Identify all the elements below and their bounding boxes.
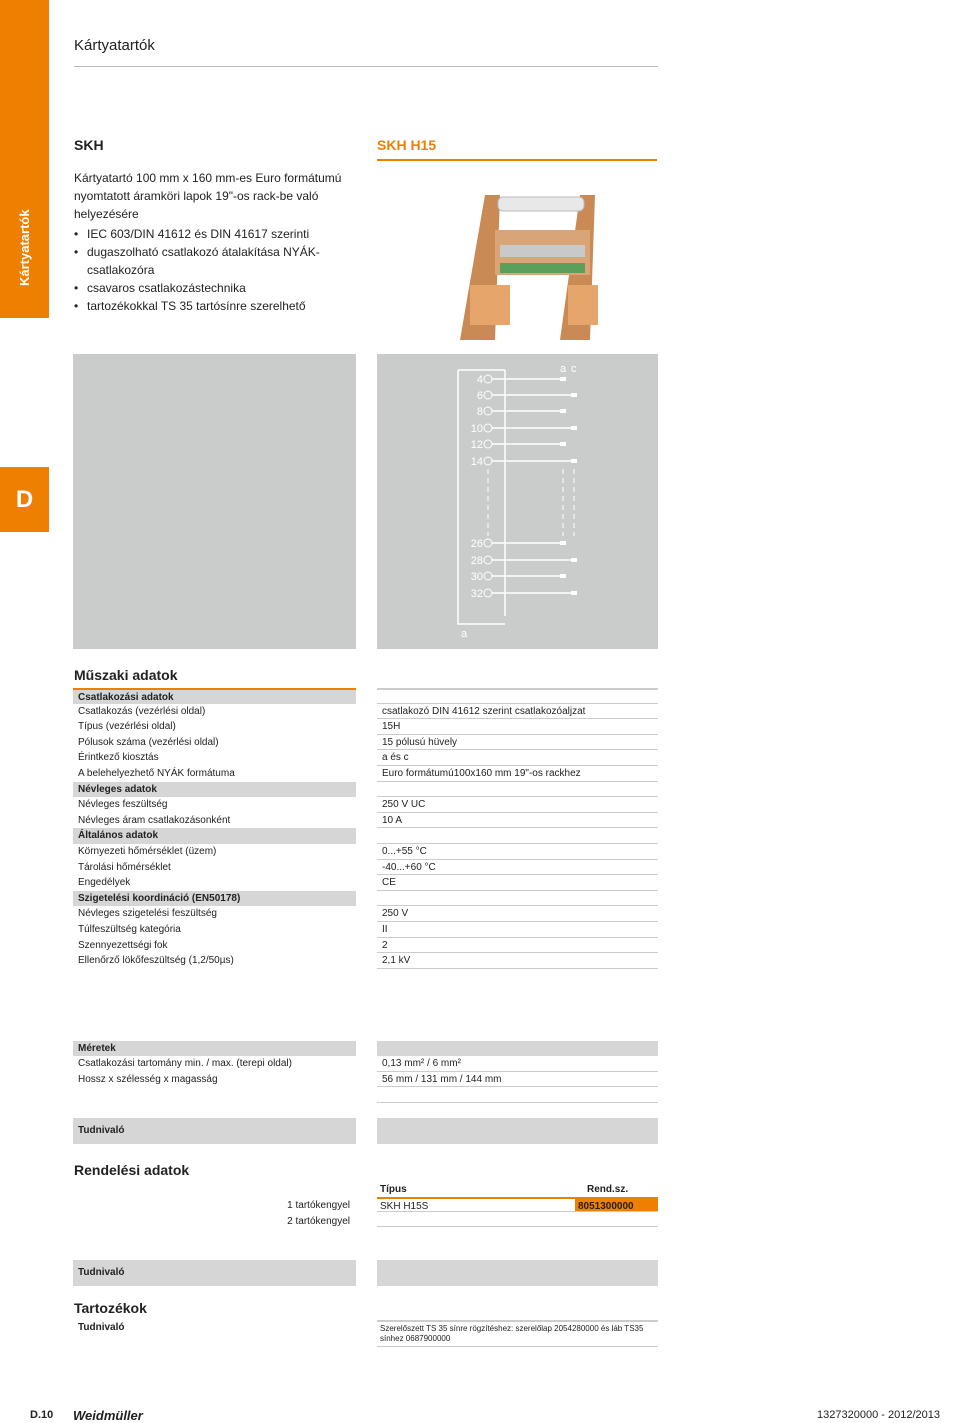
tech-label: Érintkező kiosztás bbox=[78, 752, 159, 764]
dimension-drawing-placeholder bbox=[73, 354, 356, 649]
note-bar-2-right bbox=[377, 1260, 658, 1286]
tech-label: Környezeti hőmérséklet (üzem) bbox=[78, 845, 217, 857]
sidebar-label: Kártyatartók bbox=[17, 209, 32, 286]
tech-label: Csatlakozás (vezérlési oldal) bbox=[78, 705, 206, 717]
tech-value bbox=[377, 828, 658, 844]
feature-list bbox=[74, 225, 364, 315]
tech-value: 10 A bbox=[377, 813, 658, 829]
wiring-diagram bbox=[377, 354, 658, 649]
dims-heading-right bbox=[377, 1041, 658, 1056]
accessories-text: Szerelőszett TS 35 sínre rögzítéshez: szerelőlap 2054280000 és láb TS35 sínhez 0687900000 bbox=[377, 1320, 658, 1347]
pin-label: 30 bbox=[470, 571, 483, 583]
pin-label: 12 bbox=[470, 439, 483, 451]
contact-pin bbox=[571, 393, 577, 397]
tech-table-labels bbox=[73, 688, 356, 969]
tech-section-header: Névleges adatok bbox=[73, 782, 356, 798]
tech-value bbox=[377, 891, 658, 907]
tech-value: 250 V UC bbox=[377, 797, 658, 813]
pin-label: 14 bbox=[470, 456, 483, 468]
tech-label: Névleges áram csatlakozásonként bbox=[78, 814, 231, 826]
contact-pin bbox=[571, 591, 577, 595]
order-heading: Rendelési adatok bbox=[74, 1162, 190, 1178]
tech-label: Szennyezettségi fok bbox=[78, 939, 168, 951]
model-title: SKH H15 bbox=[377, 137, 437, 153]
dims-heading: Méretek bbox=[73, 1041, 356, 1056]
tech-value: 2,1 kV bbox=[377, 953, 658, 969]
tech-table-values bbox=[377, 688, 658, 969]
dims-empty bbox=[377, 1087, 658, 1103]
row-label-a: a bbox=[560, 363, 567, 375]
dims-label: Hossz x szélesség x magasság bbox=[78, 1073, 218, 1085]
screw-terminal bbox=[484, 391, 492, 399]
catalog-code: 1327320000 - 2012/2013 bbox=[817, 1409, 940, 1421]
tech-section-header: Általános adatok bbox=[73, 828, 356, 844]
order-table bbox=[377, 1183, 658, 1227]
tech-value: 15H bbox=[377, 719, 658, 735]
note-bar-2: Tudnivaló bbox=[73, 1260, 356, 1286]
tech-heading: Műszaki adatok bbox=[74, 667, 178, 683]
bottom-label: a bbox=[461, 628, 468, 640]
tech-value: CE bbox=[377, 875, 658, 891]
contact-pin bbox=[560, 574, 566, 578]
brand-logo: Weidmüller bbox=[73, 1408, 143, 1423]
pin-label: 26 bbox=[470, 538, 483, 550]
pin-label: 6 bbox=[476, 390, 483, 402]
tech-value: 15 pólusú hüvely bbox=[377, 735, 658, 751]
sidebar-tab bbox=[0, 0, 49, 318]
order-label-2: 2 tartókengyel bbox=[287, 1216, 350, 1227]
tech-value: 0...+55 °C bbox=[377, 844, 658, 860]
contact-pin bbox=[560, 541, 566, 545]
screw-terminal bbox=[484, 556, 492, 564]
tech-label: Típus (vezérlési oldal) bbox=[78, 721, 176, 733]
row-label-c: c bbox=[571, 363, 577, 375]
screw-terminal bbox=[484, 407, 492, 415]
tech-value: Euro formátumú100x160 mm 19"-os rackhez bbox=[377, 766, 658, 782]
pin-label: 8 bbox=[476, 406, 483, 418]
accessories-heading: Tartozékok bbox=[74, 1300, 147, 1316]
screw-terminal bbox=[484, 539, 492, 547]
order-type: SKH H15S bbox=[380, 1201, 429, 1212]
tech-value: -40...+60 °C bbox=[377, 860, 658, 876]
order-col-type: Típus bbox=[380, 1184, 407, 1195]
contact-pin bbox=[571, 426, 577, 430]
dims-value: 0,13 mm² / 6 mm² bbox=[377, 1056, 658, 1072]
screw-terminal bbox=[484, 424, 492, 432]
contact-pin bbox=[560, 409, 566, 413]
tech-label: Névleges feszültség bbox=[78, 799, 168, 811]
note-bar-1: Tudnivaló bbox=[73, 1118, 356, 1144]
dims-label: Csatlakozási tartomány min. / max. (terepi oldal) bbox=[78, 1058, 292, 1069]
tech-value bbox=[377, 782, 658, 798]
tech-section-header: Csatlakozási adatok bbox=[73, 688, 356, 704]
tech-value: csatlakozó DIN 41612 szerint csatlakozóaljzat bbox=[377, 704, 658, 720]
note-bar-1-right bbox=[377, 1118, 658, 1144]
model-divider bbox=[377, 159, 657, 161]
pin-label: 10 bbox=[470, 423, 483, 435]
tech-value: 250 V bbox=[377, 906, 658, 922]
tech-label: A belehelyezhető NYÁK formátuma bbox=[78, 767, 235, 779]
screw-terminal bbox=[484, 457, 492, 465]
tech-label: Engedélyek bbox=[78, 877, 131, 889]
contact-pin bbox=[571, 459, 577, 463]
product-description: Kártyatartó 100 mm x 160 mm-es Euro formátumú nyomtatott áramköri lapok 19"-os rack-be való helyezésére bbox=[74, 171, 342, 221]
feature-item: • IEC 603/DIN 41612 és DIN 41617 szerinti bbox=[74, 225, 364, 243]
page-title: Kártyatartók bbox=[74, 37, 155, 54]
section-letter: D bbox=[0, 467, 49, 532]
screw-terminal bbox=[484, 589, 492, 597]
product-image bbox=[440, 175, 640, 345]
feature-item: • dugaszolható csatlakozó átalakítása NYÁK-csatlakozóra bbox=[74, 243, 364, 279]
tech-value: 2 bbox=[377, 938, 658, 954]
order-row-empty bbox=[377, 1212, 658, 1227]
tech-section-header: Szigetelési koordináció (EN50178) bbox=[73, 891, 356, 907]
pin-label: 4 bbox=[476, 374, 483, 386]
contact-pin bbox=[571, 558, 577, 562]
header-divider bbox=[74, 66, 658, 67]
dims-labels bbox=[73, 1056, 356, 1087]
contact-pin bbox=[560, 442, 566, 446]
pin-label: 28 bbox=[470, 555, 483, 567]
screw-terminal bbox=[484, 440, 492, 448]
tech-value bbox=[377, 688, 658, 704]
order-col-number: Rend.sz. bbox=[587, 1184, 629, 1195]
feature-item: • tartozékokkal TS 35 tartósínre szerelhető bbox=[74, 297, 364, 315]
order-label-1: 1 tartókengyel bbox=[287, 1200, 350, 1211]
tech-label: Tárolási hőmérséklet bbox=[78, 861, 171, 873]
dims-value: 56 mm / 131 mm / 144 mm bbox=[377, 1072, 658, 1088]
screw-terminal bbox=[484, 375, 492, 383]
pin-label: 32 bbox=[470, 588, 483, 600]
tech-value: a és c bbox=[377, 750, 658, 766]
tech-label: Túlfeszültség kategória bbox=[78, 923, 181, 935]
tech-label: Ellenőrző lökőfeszültség (1,2/50µs) bbox=[78, 955, 234, 967]
dims-values bbox=[377, 1056, 658, 1103]
screw-terminal bbox=[484, 572, 492, 580]
page-number: D.10 bbox=[30, 1409, 54, 1421]
tech-label: Pólusok száma (vezérlési oldal) bbox=[78, 736, 219, 748]
tech-label: Névleges szigetelési feszültség bbox=[78, 908, 217, 920]
tech-value: II bbox=[377, 922, 658, 938]
order-number: 8051300000 bbox=[575, 1199, 658, 1211]
feature-item: • csavaros csatlakozástechnika bbox=[74, 279, 364, 297]
contact-pin bbox=[560, 377, 566, 381]
product-heading: SKH bbox=[74, 137, 104, 153]
accessories-note: Tudnivaló bbox=[73, 1320, 356, 1336]
